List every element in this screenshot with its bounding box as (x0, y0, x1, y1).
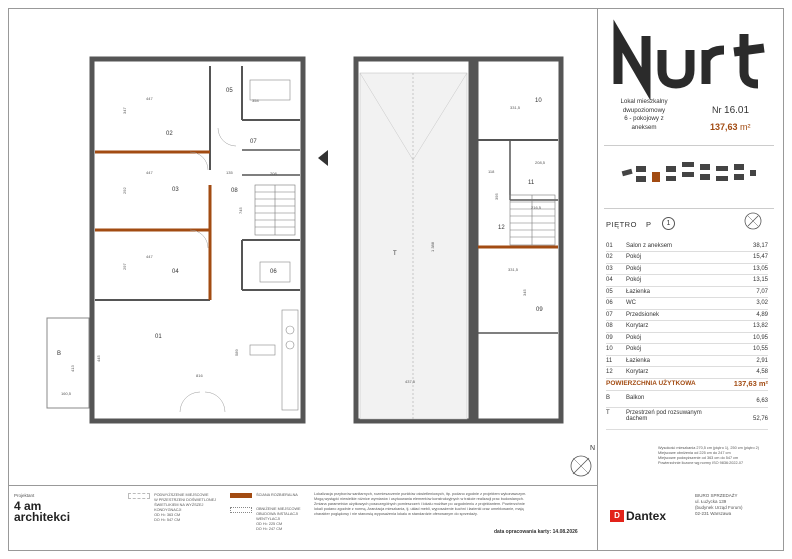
svg-text:331,5: 331,5 (510, 105, 521, 110)
room-row (606, 275, 768, 287)
room-label-10: 10 (535, 98, 542, 104)
svg-text:413: 413 (70, 365, 75, 372)
svg-text:292: 292 (122, 187, 127, 194)
svg-text:1 388: 1 388 (430, 241, 435, 252)
room-no: 09 (606, 332, 626, 344)
room-area: 2,91 (733, 355, 768, 367)
nurt-logo (610, 26, 770, 88)
svg-text:437,5: 437,5 (405, 379, 416, 384)
room-name: Korytarz (626, 367, 733, 379)
legend-swatch-demountable (230, 493, 252, 498)
room-label-02: 02 (166, 131, 173, 137)
ground-floor-plan (47, 59, 328, 421)
svg-text:345: 345 (522, 289, 527, 296)
svg-text:208: 208 (270, 171, 277, 176)
room-name: Pokój (626, 344, 733, 356)
room-label-05: 05 (226, 88, 233, 94)
designer-label: Projektant (14, 493, 35, 498)
room-label-terrace: T (393, 251, 397, 257)
dantex-mark-icon: D (610, 510, 624, 522)
total-area-row (606, 377, 768, 391)
separator (604, 208, 774, 209)
room-row (606, 344, 768, 356)
room-name: Korytarz (626, 321, 733, 333)
floor-label: PIĘTRO (606, 220, 637, 229)
svg-text:135: 135 (226, 170, 233, 175)
room-area: 38,17 (733, 240, 768, 252)
room-row (606, 321, 768, 333)
room-name: Łazienka (626, 286, 733, 298)
svg-text:297: 297 (122, 263, 127, 270)
room-area: 13,82 (733, 321, 768, 333)
height-notes: Wysokość mieszkania 270,5 cm (piętro 1), 250 cm (piętro 2) Miejscowe obniżenia od 225 cm do 247 cm Miejscowe podwyższenie od 363 cm do 547 cm Powierzchnie liczone wg normy ISO 9836:2022-07 (658, 446, 760, 465)
room-label-06: 06 (270, 269, 277, 275)
sales-office: BIURO SPRZEDAŻY ul. Łużycka 139 (budynek Urząd Forum) 02-231 Warszawa (695, 493, 743, 516)
room-label-11: 11 (528, 180, 535, 186)
designer-name: 4 am architekci (14, 499, 71, 524)
extras-table (606, 393, 768, 430)
room-area: 3,02 (733, 298, 768, 310)
room-label-04: 04 (172, 269, 179, 275)
svg-text:118: 118 (488, 169, 495, 174)
svg-text:589: 589 (234, 349, 239, 356)
extra-row: B Balkon 6,63 (606, 393, 768, 407)
room-area: 10,55 (733, 344, 768, 356)
svg-text:447: 447 (146, 254, 153, 259)
compass-north-icon (568, 442, 594, 482)
room-name: Łazienka (626, 355, 733, 367)
room-name: Pokój (626, 263, 733, 275)
legend-demountable: ŚCIANA ROZBIERALNA (230, 493, 310, 498)
room-row (606, 240, 768, 252)
svg-text:347: 347 (122, 107, 127, 114)
svg-text:816: 816 (196, 373, 203, 378)
entrance-marker (318, 150, 328, 166)
svg-text:445: 445 (96, 355, 101, 362)
room-area: 15,47 (733, 252, 768, 264)
room-label-01: 01 (155, 334, 162, 340)
legend-lowered: OBNIŻENIE MIEJSCOWE OBUDOWA INSTALACJI WENTYLACJI OD H= 225 CM DO H= 247 CM (230, 507, 310, 532)
room-no: 10 (606, 344, 626, 356)
room-no: 03 (606, 263, 626, 275)
separator (604, 145, 774, 146)
upper-floor-plan (356, 59, 561, 421)
extra-row: T Przestrzeń pod rozsuwanym dachem 52,76 (606, 407, 768, 429)
room-no: 05 (606, 286, 626, 298)
room-no: 04 (606, 275, 626, 287)
unit-number: Nr 16.01 (712, 105, 750, 116)
room-row (606, 286, 768, 298)
room-area: 13,05 (733, 263, 768, 275)
room-name: Salon z aneksem (626, 240, 733, 252)
svg-text:447: 447 (146, 170, 153, 175)
svg-text:331,5: 331,5 (508, 267, 519, 272)
room-name: Przedsionek (626, 309, 733, 321)
room-name: WC (626, 298, 733, 310)
svg-text:216,5: 216,5 (531, 205, 542, 210)
dantex-logo: D Dantex (610, 509, 666, 523)
total-area-label: POWIERZCHNIA UŻYTKOWA (606, 380, 696, 387)
room-no: 08 (606, 321, 626, 333)
room-row (606, 298, 768, 310)
room-no: 01 (606, 240, 626, 252)
key-plan-icon (620, 158, 770, 198)
svg-text:745: 745 (238, 207, 243, 214)
room-row (606, 252, 768, 264)
room-row (606, 263, 768, 275)
svg-text:354: 354 (252, 98, 259, 103)
room-label-08: 08 (231, 188, 238, 194)
room-no: 11 (606, 355, 626, 367)
room-label-03: 03 (172, 187, 179, 193)
svg-text:447: 447 (146, 96, 153, 101)
compass-small-icon (744, 212, 762, 230)
total-area-value: 137,63 m² (733, 379, 768, 388)
room-row (606, 332, 768, 344)
room-area: 10,95 (733, 332, 768, 344)
room-label-07: 07 (250, 139, 257, 145)
room-no: 02 (606, 252, 626, 264)
svg-text:395: 395 (494, 193, 499, 200)
room-area: 4,58 (733, 367, 768, 379)
unit-description: Lokal mieszkalny dwupoziomowy 6 - pokojowy z aneksem (620, 98, 668, 131)
room-area: 4,89 (733, 309, 768, 321)
room-no: 12 (606, 367, 626, 379)
room-label-12: 12 (498, 225, 505, 231)
room-name: Pokój (626, 275, 733, 287)
rooms-table (606, 240, 768, 379)
legend-swatch-lowered (230, 507, 252, 513)
room-row (606, 309, 768, 321)
floor-upper-selected: 1 (662, 217, 675, 230)
disclaimer-text: Lokalizacja przyborów sanitarnych, rozmieszczenie punktów oświetleniowych, itp. podano zgodnie z projektem wykonawczym. Mogą wystąpić niewielkie różnice wymiarów i usytuowania elementów konstrukcyjnych w trakcie realizacji prac budowlanych. Zmiana parametrów użytkowych poszczególnych pomieszczeń i lokalu możliwe po uzgodnieniu z projektantem. Powierzchnie lokali podano zgodnie z normą. Aranżacja mieszkania, tj. układ mebli, wyposażenie kuchni i łazienki oraz umeblowanie, mają charakter poglądowy i nie stanowią wyposażenia lokalu w standardzie oferowanym do sprzedaży. (314, 492, 527, 516)
room-label-09: 09 (536, 307, 543, 313)
room-name: Pokój (626, 252, 733, 264)
legend-swatch-raised (128, 493, 150, 499)
room-area: 7,07 (733, 286, 768, 298)
unit-area: 137,63 m² (710, 122, 751, 132)
svg-text:160,5: 160,5 (61, 391, 72, 396)
room-no: 06 (606, 298, 626, 310)
card-date: data opracowania karty: 14.08.2026 (494, 529, 578, 535)
legend-raised: PODWYŻSZENIE MIEJSCOWE W PRZESTRZENI DOŚWIETLONEJ ŚWIETLIKIEM NA WYŻSZEJ KONDYGNACJI OD H= 363 CM DO H= 547 CM (128, 493, 228, 523)
floor-ground: P (646, 220, 652, 229)
svg-text:N: N (590, 445, 596, 452)
room-row (606, 355, 768, 367)
room-no: 07 (606, 309, 626, 321)
room-name: Pokój (626, 332, 733, 344)
room-label-balkon: B (57, 351, 62, 357)
room-area: 13,15 (733, 275, 768, 287)
svg-text:208,5: 208,5 (535, 160, 546, 165)
